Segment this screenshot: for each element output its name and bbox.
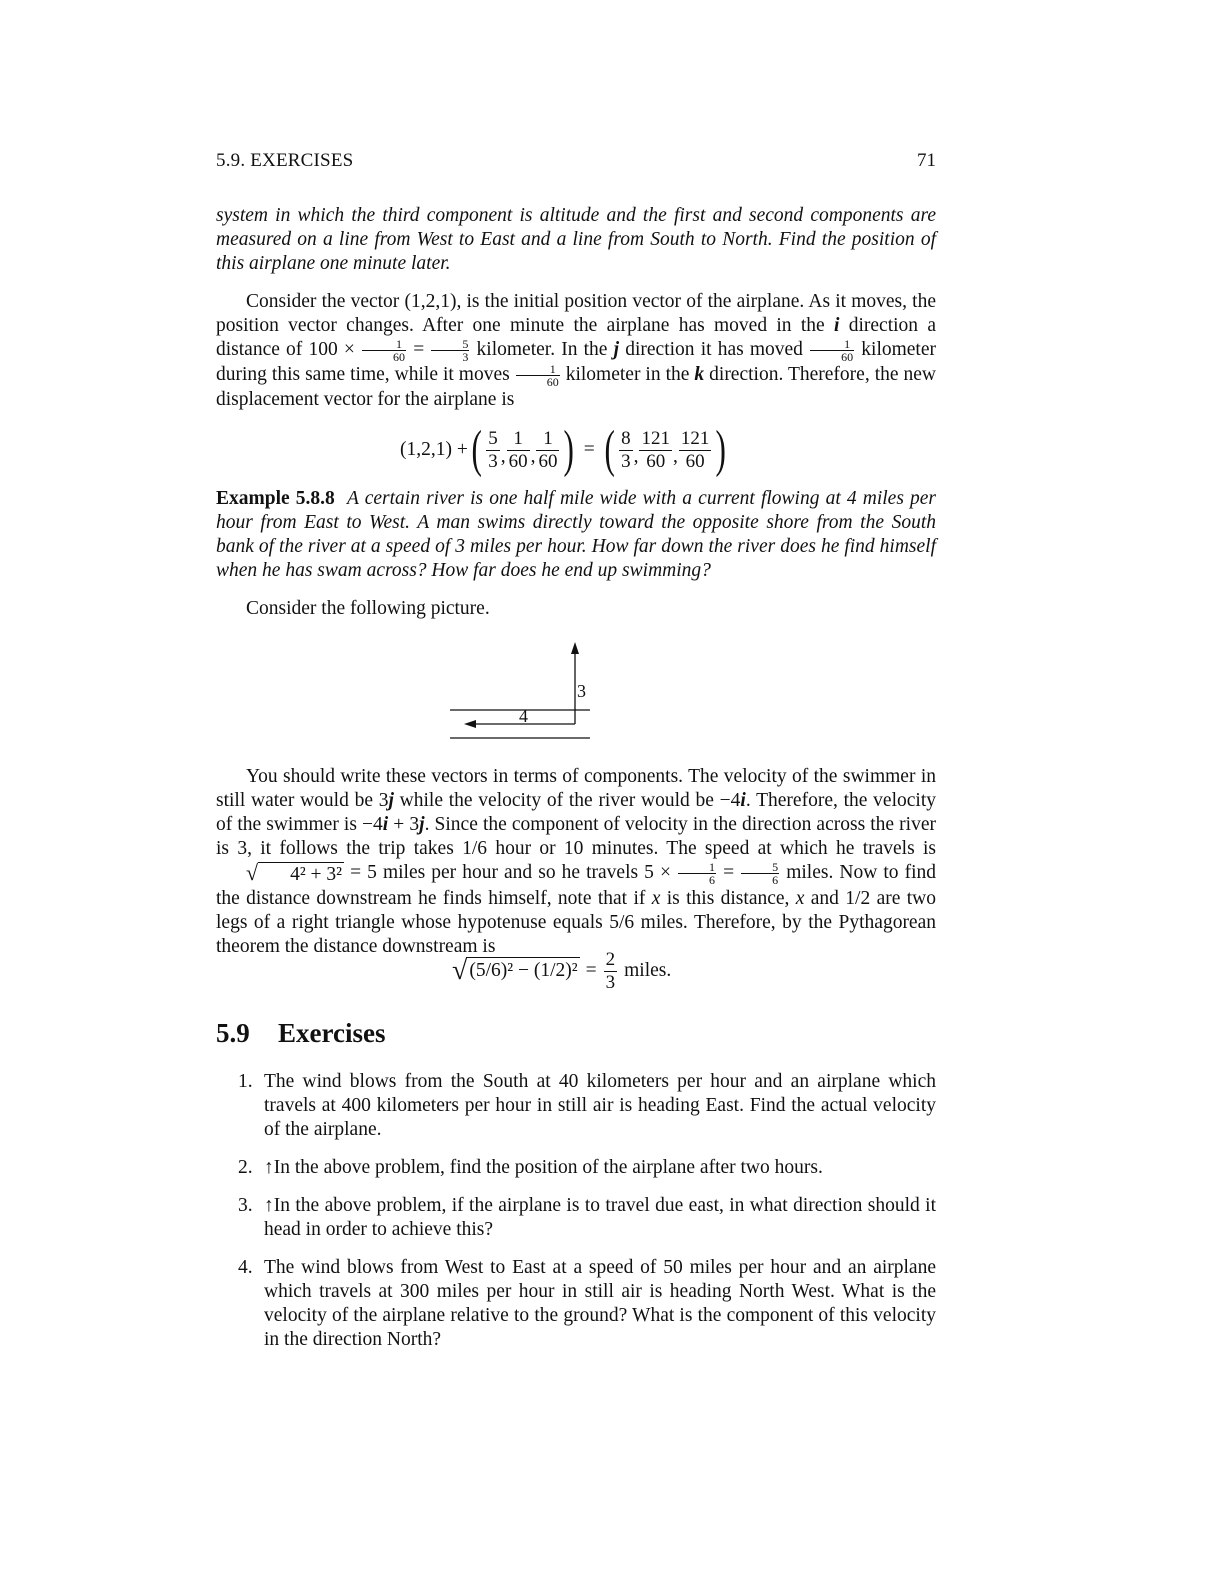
square-root [216,862,344,887]
fraction-numerator: 8 [621,427,631,449]
fraction-denominator: 60 [546,375,559,390]
equals-sign: = [585,960,597,981]
river-velocity-figure [440,636,600,746]
unit-vector-i: i [740,790,746,811]
fraction-numerator: 5 [741,861,779,874]
equation-lhs: (1,2,1) + [400,439,468,460]
exercise-number: 2. [238,1157,253,1178]
unit-vector-i: i [834,315,840,336]
text-run: and 1/2 are two legs of a right triangle whose hypotenuse equals 5/6 miles. Therefore, by the Pythagorean theorem the distance downstream is [216,888,936,957]
exercise-number: 1. [238,1071,253,1092]
radicand: (5/6)² − (1/2)² [467,957,579,985]
fraction [362,338,406,363]
continued-problem-text: system in which the third component is altitude and the first and second components are measured on a line from West to East and a line from South to North. Find the position of this airplane one minute later. [216,205,936,274]
unit-vector-j: j [613,339,620,360]
picture-intro: Consider the following picture. [246,598,490,619]
exercise-item [216,1194,936,1242]
text-run: direction it has moved [619,339,810,360]
running-head-section: 5.9. EXERCISES [216,150,354,171]
exercise-text: ↑In the above problem, find the position of the airplane after two hours. [264,1157,823,1178]
comma: , [672,446,678,467]
text-run: direction a distance of 100 × [216,315,936,360]
section-number: 5.9 [216,1018,250,1048]
radical-sign: √ [452,955,468,986]
exercise-text: ↑In the above problem, if the airplane is to travel due east, in what direction should it head in order to achieve this? [264,1195,936,1240]
fraction [604,950,618,993]
exercise-number: 3. [238,1195,253,1216]
fraction-numerator: 1 [362,338,406,351]
exercise-item [216,1156,936,1180]
exercise-number: 4. [238,1257,253,1278]
example-label: Example 5.8.8 [216,488,335,509]
unit-vector-j: j [419,814,425,835]
fraction-denominator: 3 [621,450,631,472]
unit-vector-k: k [694,364,705,386]
paren-left: ( [471,421,482,478]
fraction-numerator: 1 [810,338,854,351]
fraction-numerator: 1 [536,429,559,451]
fraction-denominator: 60 [393,350,406,365]
section-heading [216,1018,385,1049]
arrowhead-up-icon [571,642,579,654]
fraction-numerator: 1 [507,429,530,451]
text-run: direction. Therefore, the new displacement vector for the airplane is [216,364,936,411]
example-block [216,487,936,583]
radicand: 4² + 3² [258,862,344,887]
fraction-denominator: 3 [462,350,469,365]
equals-sign: = [583,439,595,460]
fraction [679,429,712,472]
fraction [431,338,469,363]
fraction-denominator: 3 [605,971,616,993]
exercise-text: The wind blows from the South at 40 kilometers per hour and an airplane which travels at 400 kilometers per hour in still air is heading East. Find the actual velocity of the airplane. [264,1071,936,1140]
fraction [619,429,633,472]
unit-vector-j: j [388,790,394,811]
fraction [678,861,716,886]
label-vertical: 3 [577,681,586,701]
fraction [536,429,559,472]
text-run: while the velocity of the river would be −4 [393,790,741,811]
text-run: = [717,862,741,883]
paragraph-river-solution [216,765,936,959]
fraction-numerator: 5 [431,338,469,351]
radical-sign: √ [246,860,259,885]
arrowhead-left-icon [464,720,476,728]
fraction [486,429,500,472]
vector-initial: (1,2,1) [404,291,457,312]
fraction-numerator: 2 [605,948,616,970]
fraction-denominator: 6 [772,873,779,888]
text-run: + 3 [388,814,420,835]
fraction [741,861,779,886]
fraction-denominator: 60 [538,450,558,472]
text-run: = [407,339,431,360]
exercise-text: The wind blows from West to East at a speed of 50 miles per hour and an airplane which travels at 300 miles per hour in still air is heading North West. What is the velocity of the airplane relative to the ground? What is the component of this velocity in the direction North? [264,1257,936,1350]
fraction [507,429,530,472]
fraction-denominator: 60 [685,450,705,472]
section-title: Exercises [278,1018,386,1048]
unit-vector-i: i [382,814,389,835]
text-run: = 5 miles per hour and so he travels 5 × [344,862,678,883]
fraction [639,429,672,472]
fraction-denominator: 6 [709,873,716,888]
label-horizontal: 4 [519,706,528,726]
page-number: 71 [917,150,936,171]
text-run: You should write these vectors in terms of components. The velocity of the swimmer in still water would be 3 [216,766,936,811]
text-run: kilometer during this same time, while it moves [216,339,936,386]
text-run: . Therefore, the velocity of the swimmer is −4 [216,790,936,835]
text-run: . Since the component of velocity in the direction across the river is 3, it follows the trip takes 1/6 hour or 10 minutes. The speed at which he travels is [216,814,936,859]
text-run: , is the initial position vector of the airplane. As it moves, the position vector changes. After one minute the airplane has moved in the [216,291,936,336]
downstream-distance-equation [452,946,671,996]
paren-right: ) [715,421,727,478]
fraction-numerator: 1 [516,363,560,376]
fraction-numerator: 1 [678,861,716,874]
text-run: is this distance, [660,888,796,909]
text-run: kilometer. In the [470,339,614,360]
square-root [452,957,580,985]
variable-x: x [651,888,661,909]
displacement-equation [400,422,730,478]
fraction [516,363,560,388]
comma: , [633,446,639,467]
fraction-denominator: 60 [646,450,666,472]
exercise-item [216,1256,936,1352]
fraction-denominator: 3 [488,450,498,472]
fraction-numerator: 5 [488,427,498,449]
fraction-numerator: 121 [680,427,710,449]
paren-right: ) [563,421,575,478]
paren-left: ( [604,421,615,478]
text-run: Consider the vector [246,291,405,312]
fraction [810,338,854,363]
unit-label: miles. [624,960,672,981]
variable-x: x [795,888,805,909]
fraction-numerator: 121 [641,427,670,449]
text-run: kilometer in the [560,364,695,386]
paragraph-airplane-solution [216,290,936,412]
example-text: A certain river is one half mile wide with a current flowing at 4 miles per hour from East to West. A man swims directly toward the opposite shore from the South bank of the river at a speed of 3 miles per hour. How far down the river does he find himself when he has swam across? How far does he end up swimming? [216,488,937,581]
fraction-denominator: 60 [508,450,528,472]
text-run: miles. Now to find the distance downstream he finds himself, note that if [216,862,936,909]
comma: , [500,446,506,467]
exercise-list [216,1070,936,1366]
fraction-denominator: 60 [841,350,854,365]
exercise-item [216,1070,936,1142]
comma: , [530,446,536,467]
